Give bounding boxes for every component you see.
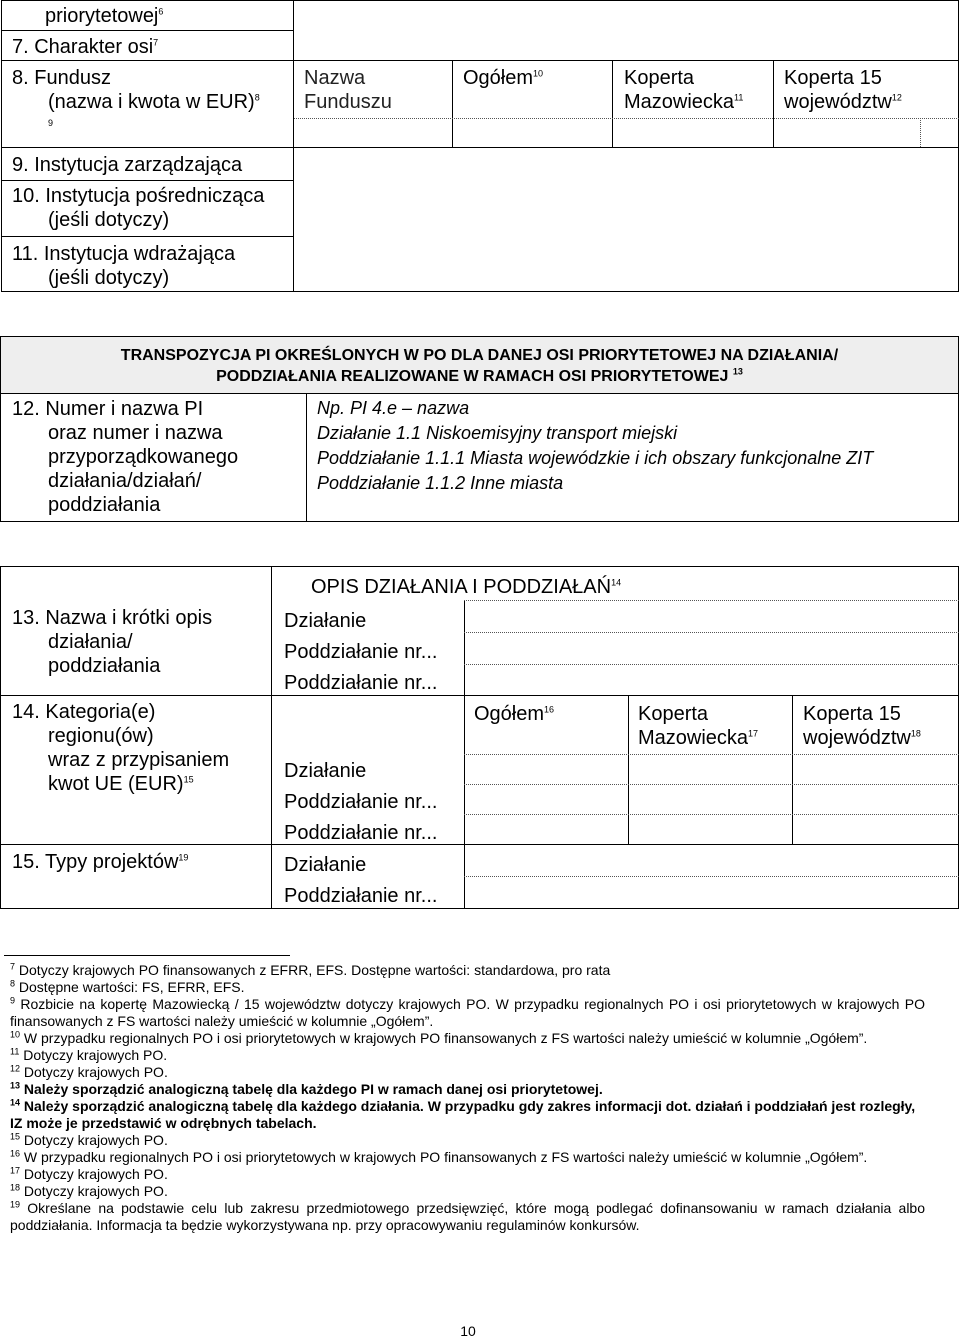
row-line bbox=[1, 147, 959, 148]
row-12-values bbox=[317, 396, 873, 496]
dotted-line bbox=[464, 754, 959, 755]
footnote-9: $^9$ Rozbicie na kopertę Mazowiecką / 15 województw dotyczy krajowych PO. W przypadku regionalnych PO i osi priorytetowych w krajowych PO finansowanych z FS wartości należy umieścić w kolumnie „Ogółem”. bbox=[10, 995, 925, 1029]
footnote-15: $^{15}$ Dotyczy krajowych PO. bbox=[10, 1131, 168, 1148]
table-3-heading: OPIS DZIAŁANIA I PODDZIAŁAŃ$^{14}$ bbox=[311, 576, 622, 598]
dzialanie-1-1: Działanie 1.1 Niskoemisyjny transport miejski bbox=[317, 423, 678, 443]
dotted-line bbox=[464, 632, 959, 633]
dzialanie-label: Działanie bbox=[284, 854, 367, 876]
row-label-charakter-osi: 7. Charakter osi$^7$ bbox=[12, 36, 159, 58]
row-label-priorytetowej: priorytetowej$^6$ bbox=[45, 5, 164, 27]
footnote-7: $^7$ Dotyczy krajowych PO finansowanych z EFRR, EFS. Dostępne wartości: standardowa, pro rata bbox=[10, 961, 611, 978]
dotted-line bbox=[464, 814, 959, 815]
col-koperta-15-wojewodztw: Koperta 15 województw$^{18}$ bbox=[803, 703, 921, 749]
header-koperta-mazowiecka: Koperta Mazowiecka$^{11}$ bbox=[624, 67, 744, 113]
row-15-label: 15. Typy projektów$^{19}$ bbox=[12, 851, 189, 873]
header-nazwa-funduszu: Nazwa Funduszu bbox=[304, 67, 392, 113]
footnote-19: $^{19}$ Określane na podstawie celu lub zakresu przedmiotowego przedsięwzięć, które mogą podlegać dofinansowaniu w ramach działania albo poddziałania. Informacja ta będzie wykorzystywana np. przy opracowywaniu regulaminów konkursów. bbox=[10, 1199, 926, 1233]
poddzialanie-label: Poddziałanie nr... bbox=[284, 822, 438, 844]
col-line bbox=[452, 60, 453, 147]
row-line bbox=[1, 236, 293, 237]
header-ogolem: Ogółem$^{10}$ bbox=[463, 67, 544, 89]
row-line bbox=[1, 30, 293, 31]
dotted-line bbox=[464, 664, 959, 665]
row-13-items bbox=[284, 606, 437, 699]
row-line bbox=[1, 844, 958, 845]
col-line bbox=[306, 393, 307, 522]
pi-example: Np. PI 4.e – nazwa bbox=[317, 398, 470, 418]
dotted-line bbox=[294, 118, 959, 119]
footnote-17: $^{17}$ Dotyczy krajowych PO. bbox=[10, 1165, 168, 1182]
row-12-label: 12. Numer i nazwa PI oraz numer i nazwa przyporządkowanego działania/działań/ poddziałania bbox=[12, 398, 239, 516]
poddzialanie-1-1-2: Poddziałanie 1.1.2 Inne miasta bbox=[317, 473, 564, 493]
footnote-13: $^{13}$ Należy sporządzić analogiczną tabelę dla każdego PI w ramach danej osi priorytetowej. bbox=[10, 1080, 603, 1097]
footnote-10: $^{10}$ W przypadku regionalnych PO i osi priorytetowych w krajowych PO finansowanych z FS wartości należy umieścić w kolumnie „Ogółem”. bbox=[10, 1029, 868, 1046]
row-line bbox=[1, 180, 293, 181]
footnote-12: $^{12}$ Dotyczy krajowych PO. bbox=[10, 1063, 168, 1080]
dotted-line bbox=[920, 118, 921, 147]
row-label-instytucja-wdrazajaca: 11. Instytucja wdrażająca bbox=[12, 243, 236, 265]
dotted-line bbox=[464, 600, 959, 601]
row-label-fundusz: 8. Fundusz bbox=[12, 67, 111, 89]
footnote-14: $^{14}$ Należy sporządzić analogiczną tabelę dla każdego działania. W przypadku gdy zakres informacji dot. działań i poddziałań jest rozległy, IZ może je przedstawić w odrębnych tabelach. bbox=[10, 1097, 916, 1131]
col-line bbox=[271, 566, 272, 909]
col-line bbox=[792, 695, 793, 844]
col-line bbox=[464, 600, 465, 695]
footnote-16: $^{16}$ W przypadku regionalnych PO i osi priorytetowych w krajowych PO finansowanych z FS wartości należy umieścić w kolumnie „Ogółem”. bbox=[10, 1148, 868, 1165]
row-line bbox=[1, 60, 959, 61]
col-koperta-mazowiecka: Koperta Mazowiecka$^{17}$ bbox=[638, 703, 759, 749]
row-14-label: 14. Kategoria(e) regionu(ów) wraz z przypisaniem kwot UE (EUR)$^{15}$ bbox=[12, 701, 230, 795]
dzialanie-label: Działanie bbox=[284, 760, 367, 782]
poddzialanie-label: Poddziałanie nr... bbox=[284, 791, 438, 813]
col-line bbox=[612, 60, 613, 147]
row-label-instytucja-posredniczaca: 10. Instytucja pośrednicząca bbox=[12, 185, 265, 207]
footnote-separator bbox=[4, 955, 290, 956]
poddzialanie-label: Poddziałanie nr... bbox=[284, 641, 438, 663]
table-2-heading-line-1: TRANSPOZYCJA PI OKREŚLONYCH W PO DLA DANEJ OSI PRIORYTETOWEJ NA DZIAŁANIA/ bbox=[120, 347, 839, 364]
poddzialanie-label: Poddziałanie nr... bbox=[284, 885, 438, 907]
table-2-heading-line-2: PODDZIAŁANIA REALIZOWANE W RAMACH OSI PRIORYTETOWEJ $^{13}$ bbox=[216, 366, 743, 385]
dotted-line bbox=[464, 876, 959, 877]
row-label-instytucja-zarzadzajaca: 9. Instytucja zarządzająca bbox=[12, 154, 243, 176]
dzialanie-label: Działanie bbox=[284, 610, 367, 632]
row-14-items bbox=[284, 756, 437, 849]
row-label-jesli-dotyczy: (jeśli dotyczy) bbox=[48, 209, 170, 231]
poddzialanie-label: Poddziałanie nr... bbox=[284, 672, 438, 694]
col-line bbox=[773, 60, 774, 147]
table-2-heading bbox=[1, 337, 958, 394]
footnote-11: $^{11}$ Dotyczy krajowych PO. bbox=[10, 1046, 168, 1063]
col-line bbox=[464, 695, 465, 844]
row-line bbox=[1, 695, 958, 696]
footnote-ref-9: 9 bbox=[48, 118, 54, 128]
poddzialanie-1-1-1: Poddziałanie 1.1.1 Miasta wojewódzkie i ich obszary funkcjonalne ZIT bbox=[317, 448, 874, 468]
page-number: 10 bbox=[460, 1323, 476, 1339]
table-1-divider bbox=[293, 0, 294, 292]
footnote-8: $^8$ Dostępne wartości: FS, EFRR, EFS. bbox=[10, 978, 245, 995]
header-koperta-15-wojewodztw: Koperta 15 województw$^{12}$ bbox=[784, 67, 902, 113]
dotted-line bbox=[464, 784, 959, 785]
row-15-items bbox=[284, 850, 437, 912]
footnotes bbox=[10, 962, 925, 1234]
row-13-label: 13. Nazwa i krótki opis działania/ poddziałania bbox=[12, 607, 213, 677]
col-line bbox=[628, 695, 629, 844]
row-label-jesli-dotyczy-2: (jeśli dotyczy) bbox=[48, 267, 170, 289]
col-ogolem: Ogółem$^{16}$ bbox=[474, 703, 555, 725]
footnote-18: $^{18}$ Dotyczy krajowych PO. bbox=[10, 1182, 168, 1199]
row-label-fundusz-detail: (nazwa i kwota w EUR)$^8$ bbox=[48, 91, 260, 113]
